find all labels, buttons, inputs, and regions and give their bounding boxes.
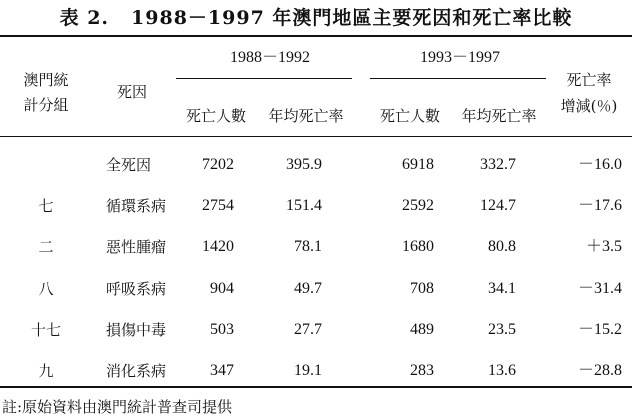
period1-underline <box>176 78 352 79</box>
row-5-group: 十七 <box>30 321 61 339</box>
top-rule <box>0 35 632 37</box>
period2-underline <box>370 78 546 79</box>
row-4-change: －31.4 <box>577 280 622 297</box>
row-3-cause: 惡性腫瘤 <box>106 238 167 256</box>
header-rate-2: 年均死亡率 <box>461 107 537 125</box>
row-3-deaths-1: 1420 <box>202 238 234 255</box>
row-2-deaths-2: 2592 <box>402 197 434 214</box>
header-group-line1: 澳門統 <box>23 71 69 89</box>
header-group-line2: 計分組 <box>23 96 69 114</box>
row-2-group: 七 <box>38 197 54 215</box>
row-3-group: 二 <box>38 238 54 256</box>
row-2-rate-2: 124.7 <box>480 197 516 214</box>
header-change-line2: 增減(％) <box>560 97 618 115</box>
row-3-rate-2: 80.8 <box>488 238 516 255</box>
row-5-deaths-2: 489 <box>410 321 434 338</box>
header-deaths-2: 死亡人數 <box>379 107 440 125</box>
row-6-rate-1: 19.1 <box>294 362 322 379</box>
row-6-cause: 消化系病 <box>106 362 167 380</box>
row-6-deaths-1: 347 <box>210 362 234 379</box>
row-6-rate-2: 13.6 <box>488 362 516 379</box>
bottom-rule <box>0 386 632 388</box>
row-4-deaths-1: 904 <box>210 280 234 297</box>
row-4-group: 八 <box>38 280 54 298</box>
row-4-rate-2: 34.1 <box>488 280 516 297</box>
header-cause: 死因 <box>116 83 147 101</box>
row-6-group: 九 <box>38 362 54 380</box>
row-3-change: ＋3.5 <box>585 238 622 255</box>
table-title-text: 1988－1997 年澳門地區主要死因和死亡率比較 <box>131 7 573 29</box>
row-2-cause: 循環系病 <box>106 197 167 215</box>
row-1-rate-2: 332.7 <box>480 156 516 173</box>
header-bottom-rule <box>0 136 632 137</box>
row-4-cause: 呼吸系病 <box>106 280 167 298</box>
row-1-change: －16.0 <box>577 156 622 173</box>
row-3-rate-1: 78.1 <box>294 238 322 255</box>
row-2-deaths-1: 2754 <box>202 197 234 214</box>
header-rate-1: 年均死亡率 <box>268 107 344 125</box>
row-6-deaths-2: 283 <box>410 362 434 379</box>
row-1-deaths-1: 7202 <box>202 156 234 173</box>
header-period-1993-1997: 1993－1997 <box>419 49 500 66</box>
row-2-rate-1: 151.4 <box>286 197 322 214</box>
row-4-deaths-2: 708 <box>410 280 434 297</box>
row-5-cause: 損傷中毒 <box>106 321 167 339</box>
row-5-deaths-1: 503 <box>210 321 234 338</box>
table-title <box>0 3 632 30</box>
row-5-rate-1: 27.7 <box>294 321 322 338</box>
table-number: 表 2. <box>59 7 110 29</box>
row-2-change: －17.6 <box>577 197 622 214</box>
footnote: 註:原始資料由澳門統計普查司提供 <box>2 398 233 416</box>
row-6-change: －28.8 <box>577 362 622 379</box>
header-period-1988-1992: 1988－1992 <box>229 49 310 66</box>
row-5-rate-2: 23.5 <box>488 321 516 338</box>
header-change-line1: 死亡率 <box>566 71 612 89</box>
row-1-cause: 全死因 <box>106 156 152 174</box>
row-3-deaths-2: 1680 <box>402 238 434 255</box>
row-4-rate-1: 49.7 <box>294 280 322 297</box>
header-deaths-1: 死亡人數 <box>185 107 246 125</box>
row-1-deaths-2: 6918 <box>402 156 434 173</box>
row-1-rate-1: 395.9 <box>286 156 322 173</box>
row-5-change: －15.2 <box>577 321 622 338</box>
